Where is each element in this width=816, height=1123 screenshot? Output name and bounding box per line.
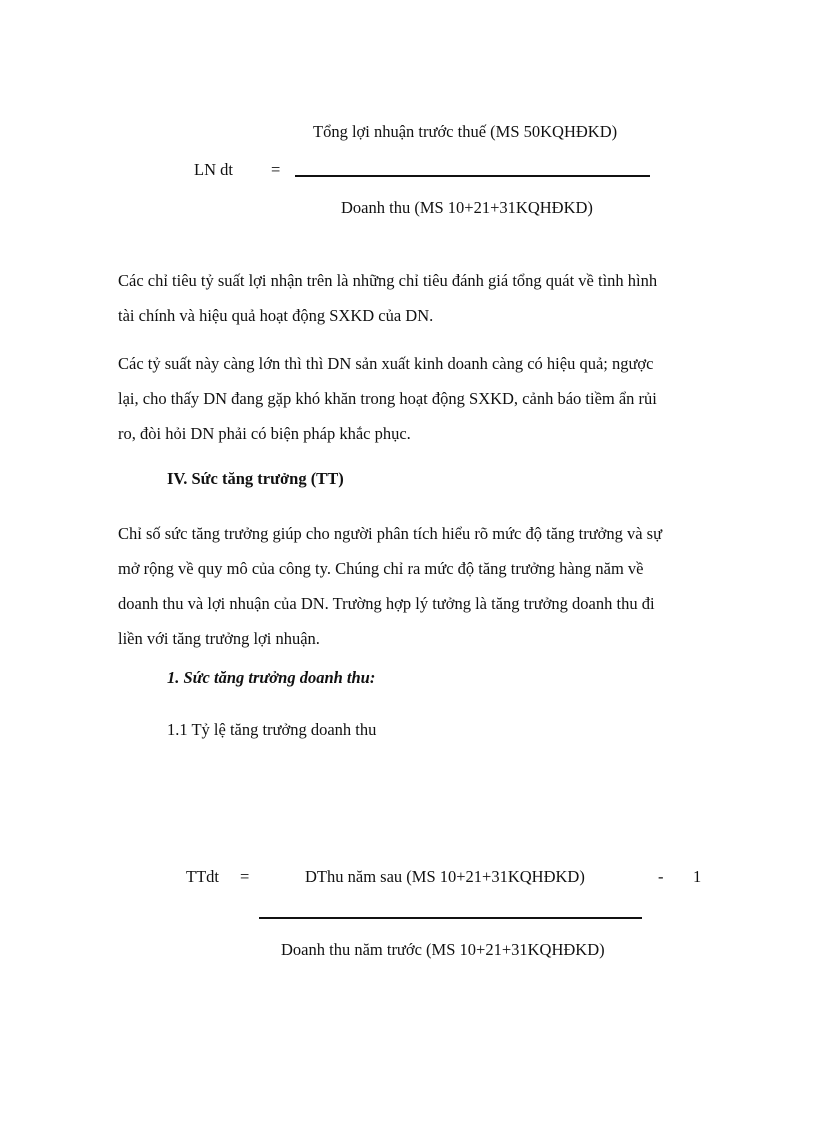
formula2-equals: = bbox=[240, 867, 250, 886]
paragraph-line: doanh thu và lợi nhuận của DN. Trường hợp lý tưởng là tăng trưởng doanh thu đi bbox=[118, 594, 655, 613]
paragraph-line: tài chính và hiệu quả hoạt động SXKD của DN. bbox=[118, 306, 434, 325]
formula2-fraction-bar bbox=[259, 917, 642, 919]
subheading-revenue-growth: 1. Sức tăng trưởng doanh thu: bbox=[167, 668, 376, 687]
formula1-numerator: Tổng lợi nhuận trước thuế (MS 50KQHĐKD) bbox=[313, 122, 618, 141]
paragraph-line: lại, cho thấy DN đang gặp khó khăn trong hoạt động SXKD, cảnh báo tiềm ẩn rủi bbox=[118, 389, 657, 408]
paragraph-line: Các tỷ suất này càng lớn thì thì DN sản xuất kinh doanh càng có hiệu quả; ngược bbox=[118, 354, 654, 373]
subsubheading-revenue-growth-rate: 1.1 Tỷ lệ tăng trưởng doanh thu bbox=[167, 720, 377, 739]
section-heading: IV. Sức tăng trưởng (TT) bbox=[167, 469, 344, 488]
formula1-equals: = bbox=[271, 160, 281, 179]
paragraph-line: Chỉ số sức tăng trưởng giúp cho người phân tích hiểu rõ mức độ tăng trưởng và sự bbox=[118, 524, 663, 543]
formula2-denominator: Doanh thu năm trước (MS 10+21+31KQHĐKD) bbox=[281, 940, 605, 959]
formula1-label: LN dt bbox=[194, 160, 233, 179]
formula2-numerator: DThu năm sau (MS 10+21+31KQHĐKD) bbox=[305, 867, 585, 886]
paragraph-ratio-interpretation bbox=[118, 346, 718, 451]
paragraph-ratio-summary bbox=[118, 263, 718, 333]
formula2-minus: - bbox=[658, 867, 664, 886]
formula2-label: TTdt bbox=[186, 867, 219, 886]
paragraph-line: mở rộng về quy mô của công ty. Chúng chỉ ra mức độ tăng trưởng hàng năm về bbox=[118, 559, 644, 578]
paragraph-growth-intro bbox=[118, 516, 718, 656]
formula1-fraction-bar bbox=[295, 175, 650, 177]
paragraph-line: Các chỉ tiêu tỷ suất lợi nhận trên là những chỉ tiêu đánh giá tổng quát về tình hình bbox=[118, 271, 658, 290]
formula1-denominator: Doanh thu (MS 10+21+31KQHĐKD) bbox=[341, 198, 593, 217]
formula2-one: 1 bbox=[693, 867, 702, 886]
paragraph-line: liền với tăng trưởng lợi nhuận. bbox=[118, 629, 320, 648]
paragraph-line: ro, đòi hỏi DN phải có biện pháp khắc phục. bbox=[118, 424, 411, 443]
